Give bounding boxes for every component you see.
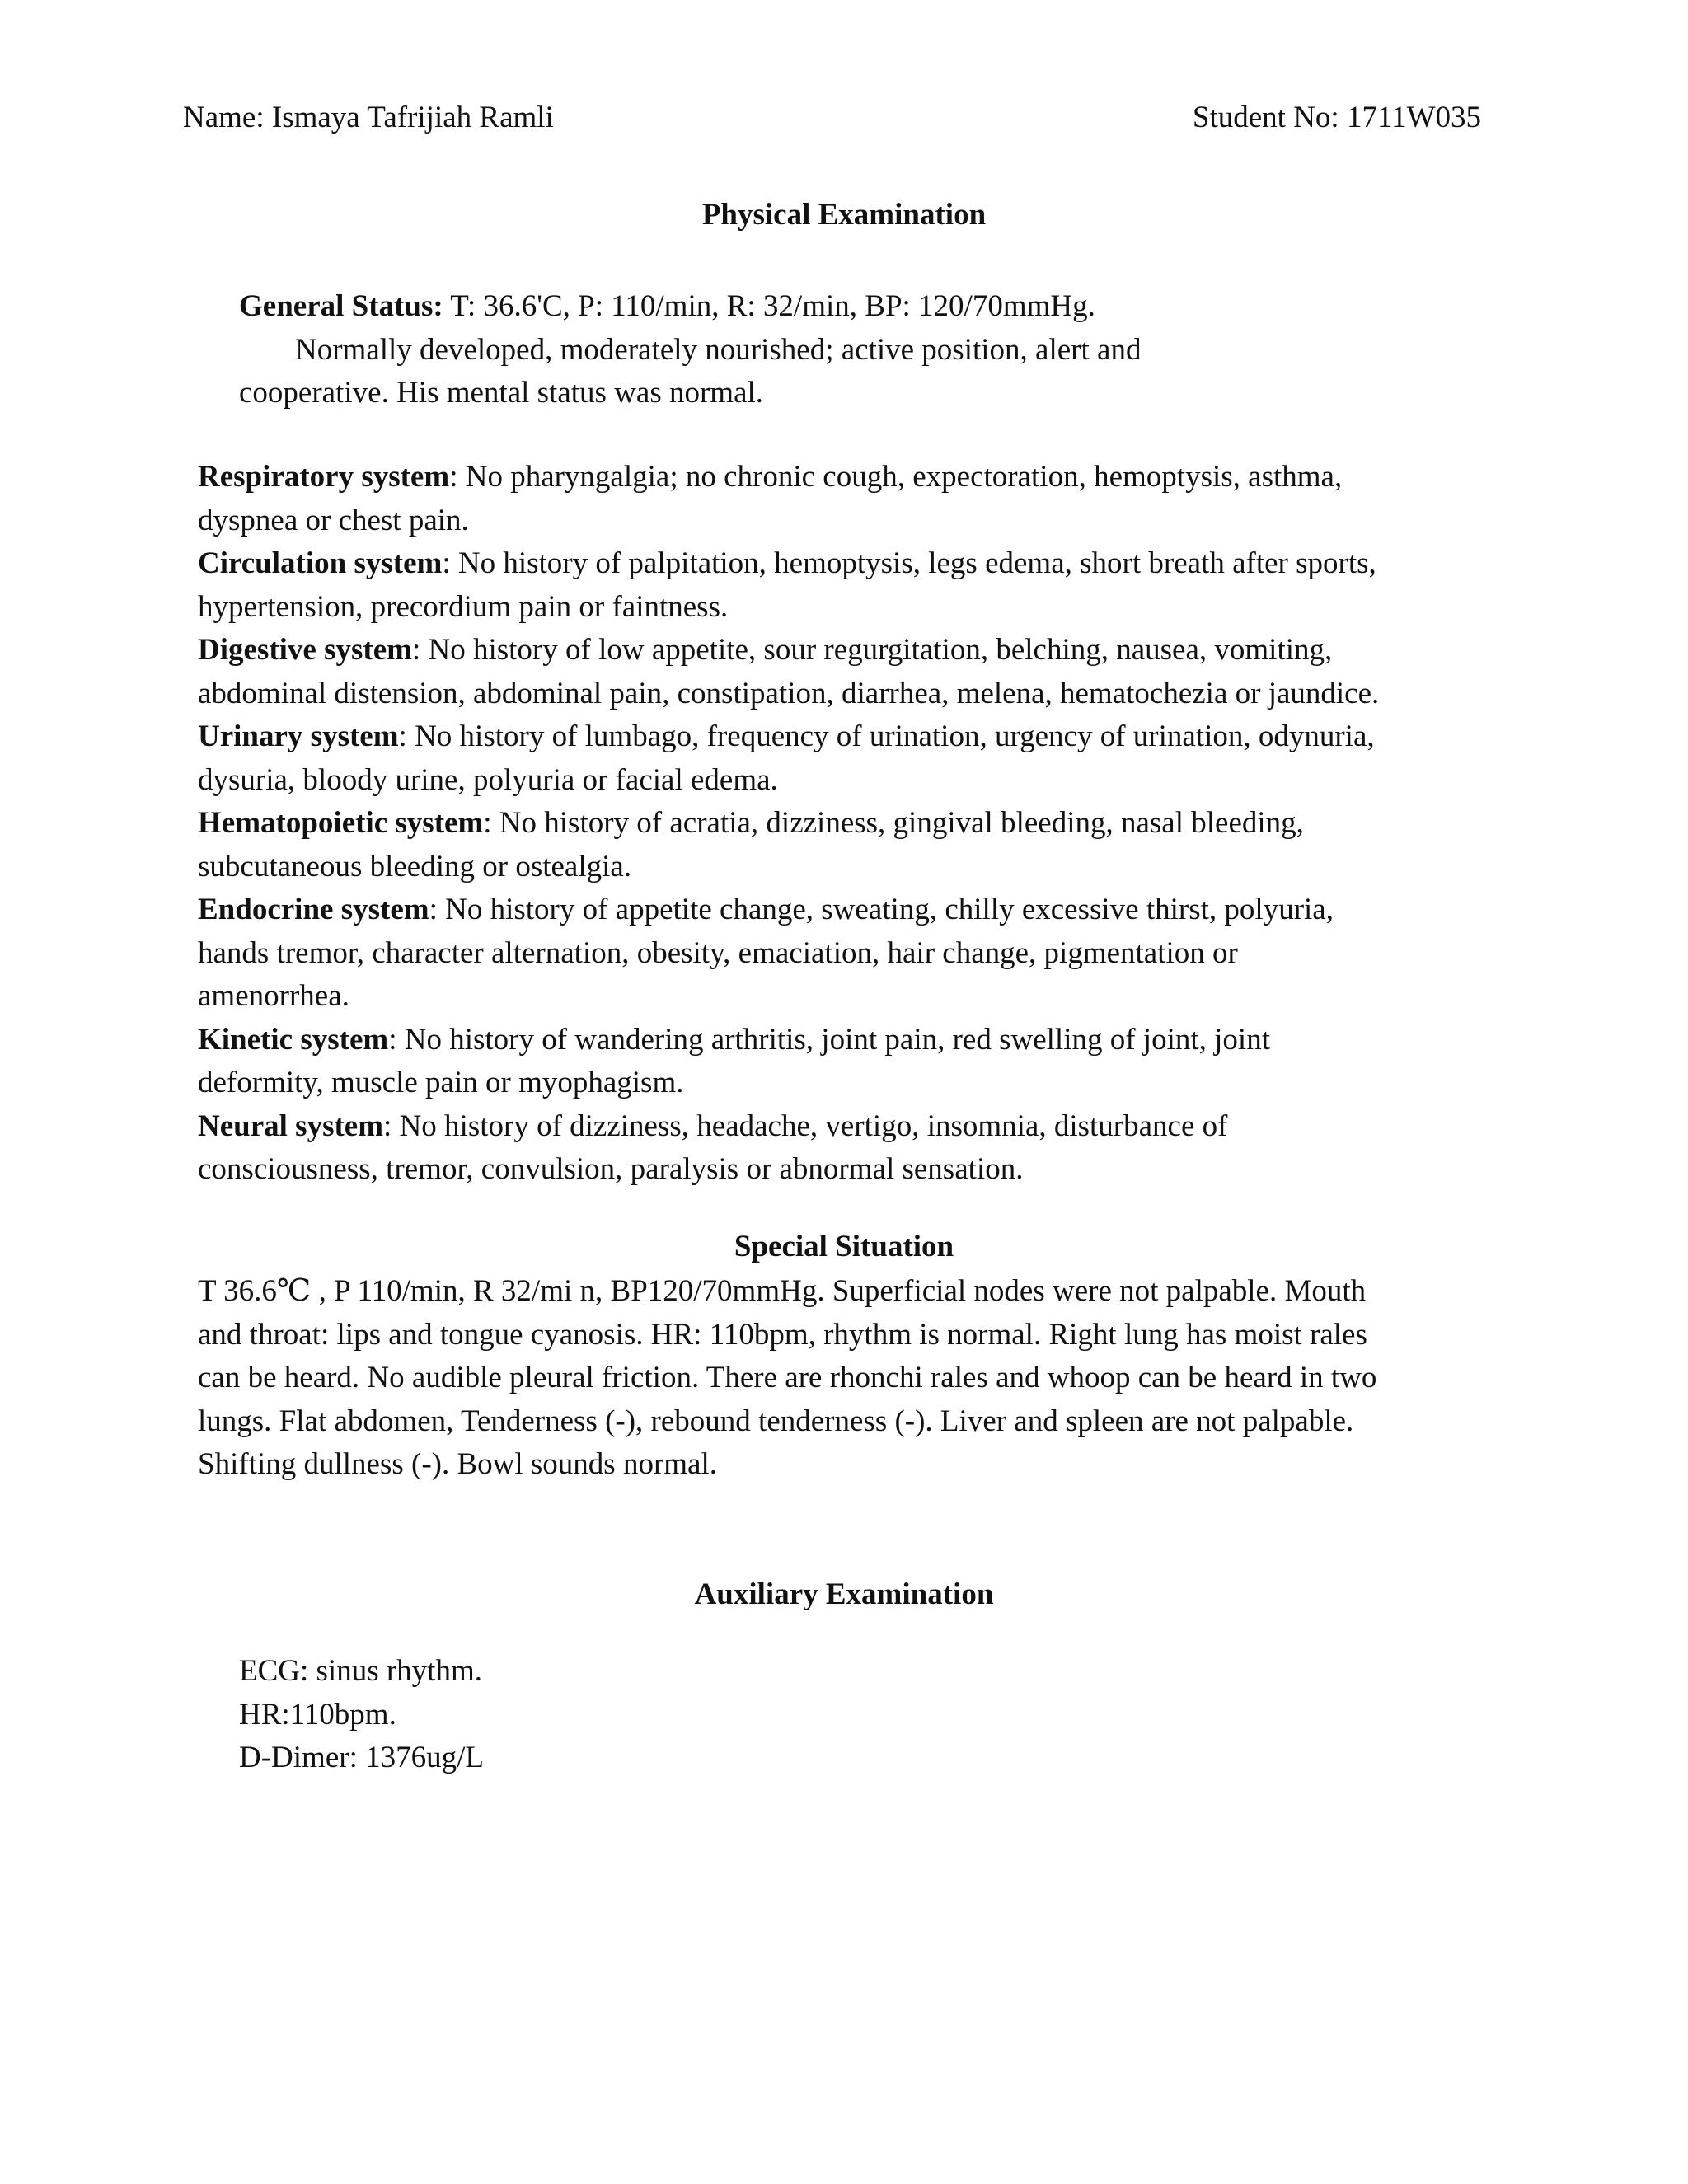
system-text-cont: subcutaneous bleeding or ostealgia. xyxy=(198,849,632,883)
general-status-vitals: T: 36.6'C, P: 110/min, R: 32/min, BP: 120/70mmHg. xyxy=(443,289,1095,323)
system-text: : No pharyngalgia; no chronic cough, expectoration, hemoptysis, asthma, xyxy=(449,460,1343,494)
special-situation-line: and throat: lips and tongue cyanosis. HR: 110bpm, rhythm is normal. Right lung has moist rales xyxy=(198,1317,1367,1352)
system-text: : No history of wandering arthritis, joint pain, red swelling of joint, joint xyxy=(388,1022,1270,1057)
system-kinetic xyxy=(198,1019,1500,1105)
document-header xyxy=(183,97,1481,138)
system-label: Respiratory system xyxy=(198,460,450,494)
system-text: : No history of low appetite, sour regurgitation, belching, nausea, vomiting, xyxy=(411,633,1333,667)
system-digestive xyxy=(198,629,1500,715)
general-status-description: Normally developed, moderately nourished; active position, alert and xyxy=(295,332,1142,367)
system-text-cont: dyspnea or chest pain. xyxy=(198,503,469,537)
system-text-cont: deformity, muscle pain or myophagism. xyxy=(198,1066,684,1099)
general-status-vitals-line xyxy=(239,285,1475,329)
system-text-cont: hands tremor, character alternation, obesity, emaciation, hair change, pigmentation or xyxy=(198,935,1238,970)
special-situation-line: Shifting dullness (-). Bowl sounds normal. xyxy=(198,1447,718,1481)
system-text: : No history of lumbago, frequency of urination, urgency of urination, odynuria, xyxy=(398,719,1375,753)
auxiliary-item: HR:110bpm. xyxy=(239,1697,396,1732)
system-text: : No history of palpitation, hemoptysis, legs edema, short breath after sports, xyxy=(442,546,1376,580)
system-endocrine xyxy=(198,888,1500,1019)
student-number: Student No: 1711W035 xyxy=(1192,101,1481,134)
system-text: : No history of dizziness, headache, vertigo, insomnia, disturbance of xyxy=(383,1108,1228,1143)
system-text-cont: dysuria, bloody urine, polyuria or facial edema. xyxy=(198,762,778,797)
general-status-section xyxy=(239,285,1475,415)
system-text: : No history of acratia, dizziness, gingival bleeding, nasal bleeding, xyxy=(483,806,1304,840)
system-respiratory xyxy=(198,456,1500,542)
system-hematopoietic xyxy=(198,802,1500,888)
special-situation-title: Special Situation xyxy=(734,1230,954,1263)
system-text-cont: amenorrhea. xyxy=(198,979,349,1013)
system-label: Endocrine system xyxy=(198,893,429,926)
special-situation-line: T 36.6℃ , P 110/min, R 32/mi n, BP120/70mmHg. Superficial nodes were not palpable. Mouth xyxy=(198,1274,1367,1308)
system-urinary xyxy=(198,715,1500,802)
auxiliary-examination-title: Auxiliary Examination xyxy=(694,1577,994,1611)
general-status-label: General Status: xyxy=(239,289,443,323)
physical-examination-title: Physical Examination xyxy=(701,198,987,232)
special-situation-line: lungs. Flat abdomen, Tenderness (-), rebound tenderness (-). Liver and spleen are not palpable. xyxy=(198,1404,1354,1438)
system-label: Hematopoietic system xyxy=(198,806,484,840)
system-label: Circulation system xyxy=(198,546,443,580)
system-text-cont: consciousness, tremor, convulsion, paralysis or abnormal sensation. xyxy=(198,1152,1024,1186)
auxiliary-examination-list xyxy=(239,1650,1228,1780)
special-situation-body xyxy=(198,1270,1500,1487)
general-status-description-cont: cooperative. His mental status was normal. xyxy=(239,376,764,410)
system-label: Digestive system xyxy=(198,633,412,667)
system-text-cont: abdominal distension, abdominal pain, constipation, diarrhea, melena, hematochezia or jaundice. xyxy=(198,676,1380,710)
system-neural xyxy=(198,1105,1500,1192)
system-label: Neural system xyxy=(198,1108,384,1143)
system-label: Kinetic system xyxy=(198,1022,389,1057)
auxiliary-item: D-Dimer: 1376ug/L xyxy=(239,1741,484,1774)
system-circulation xyxy=(198,542,1500,629)
systems-section xyxy=(198,456,1500,1192)
auxiliary-item: ECG: sinus rhythm. xyxy=(239,1654,482,1688)
special-situation-line: can be heard. No audible pleural friction. There are rhonchi rales and whoop can be heard in two xyxy=(198,1361,1377,1394)
system-label: Urinary system xyxy=(198,719,399,753)
student-name: Name: Ismaya Tafrijiah Ramli xyxy=(183,101,554,134)
system-text: : No history of appetite change, sweating, chilly excessive thirst, polyuria, xyxy=(429,893,1334,926)
system-text-cont: hypertension, precordium pain or faintness. xyxy=(198,589,729,624)
